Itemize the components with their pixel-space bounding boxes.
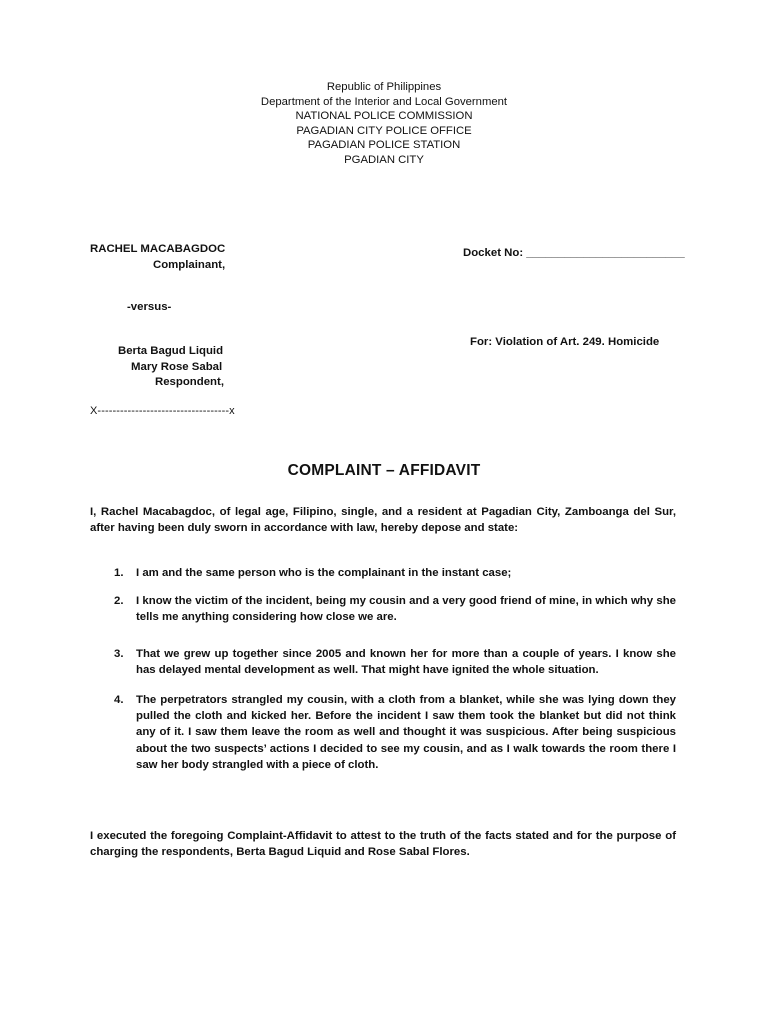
letterhead-station: PAGADIAN POLICE STATION — [307, 139, 461, 152]
letterhead-department: Department of the Interior and Local Government — [260, 95, 508, 108]
respondent-name-2: Mary Rose Sabal — [131, 361, 223, 373]
letterhead-city-office: PAGADIAN CITY POLICE OFFICE — [296, 124, 472, 137]
list-item-text: I am and the same person who is the complainant in the instant case; — [136, 567, 512, 579]
intro-paragraph: I, Rachel Macabagdoc, of legal age, Filipino, single, and a resident at Pagadian City, Zamboanga del Sur, after having been duly sworn in accordance with law, hereby depose and state: — [90, 506, 676, 535]
complainant-role: Complainant, — [153, 259, 226, 271]
list-item — [90, 646, 676, 678]
list-item-text: I know the victim of the incident, being my cousin and a very good friend of mine, in which why she tells me anything considering how close we are. — [136, 595, 676, 624]
list-item-text: That we grew up together since 2005 and known her for more than a couple of years. I know she has delayed mental development as well. That might have ignited the whole situation. — [136, 648, 676, 677]
list-item-number: 2. — [114, 595, 124, 607]
violation-label: For: Violation of Art. 249. Homicide — [470, 336, 660, 348]
caption-separator: X-----------------------------------x — [90, 405, 235, 417]
list-item — [90, 692, 676, 773]
docket-number: Docket No: _________________________ — [463, 247, 685, 259]
letterhead-commission: NATIONAL POLICE COMMISSION — [295, 110, 473, 123]
versus-label: -versus- — [127, 301, 172, 313]
respondent-name-1: Berta Bagud Liquid — [118, 345, 224, 357]
document-title: COMPLAINT – AFFIDAVIT — [287, 462, 481, 479]
list-item-number: 3. — [114, 648, 124, 660]
closing-paragraph: I executed the foregoing Complaint-Affidavit to attest to the truth of the facts stated and for the purpose of charging the respondents, Berta Bagud Liquid and Rose Sabal Flores. — [90, 830, 676, 859]
list-item — [90, 593, 676, 625]
list-item-number: 1. — [114, 567, 124, 579]
list-item-text: The perpetrators strangled my cousin, with a cloth from a blanket, while she was lying down they pulled the cloth and kicked her. Before the incident I saw them took the blanket but did not think any of it. I saw them leave the room as well and thought it was suspicious. After being suspicious about the two suspects’ actions I decided to see my cousin, and as I walk towards the room there I saw her body strangled with a piece of cloth. — [136, 694, 676, 771]
letterhead — [0, 80, 768, 168]
list-item — [90, 565, 676, 581]
letterhead-city: PGADIAN CITY — [344, 153, 424, 166]
complainant-name: RACHEL MACABAGDOC — [90, 243, 226, 255]
list-item-number: 4. — [114, 694, 124, 706]
letterhead-republic: Republic of Philippines — [326, 81, 442, 93]
respondent-role: Respondent, — [155, 376, 224, 388]
